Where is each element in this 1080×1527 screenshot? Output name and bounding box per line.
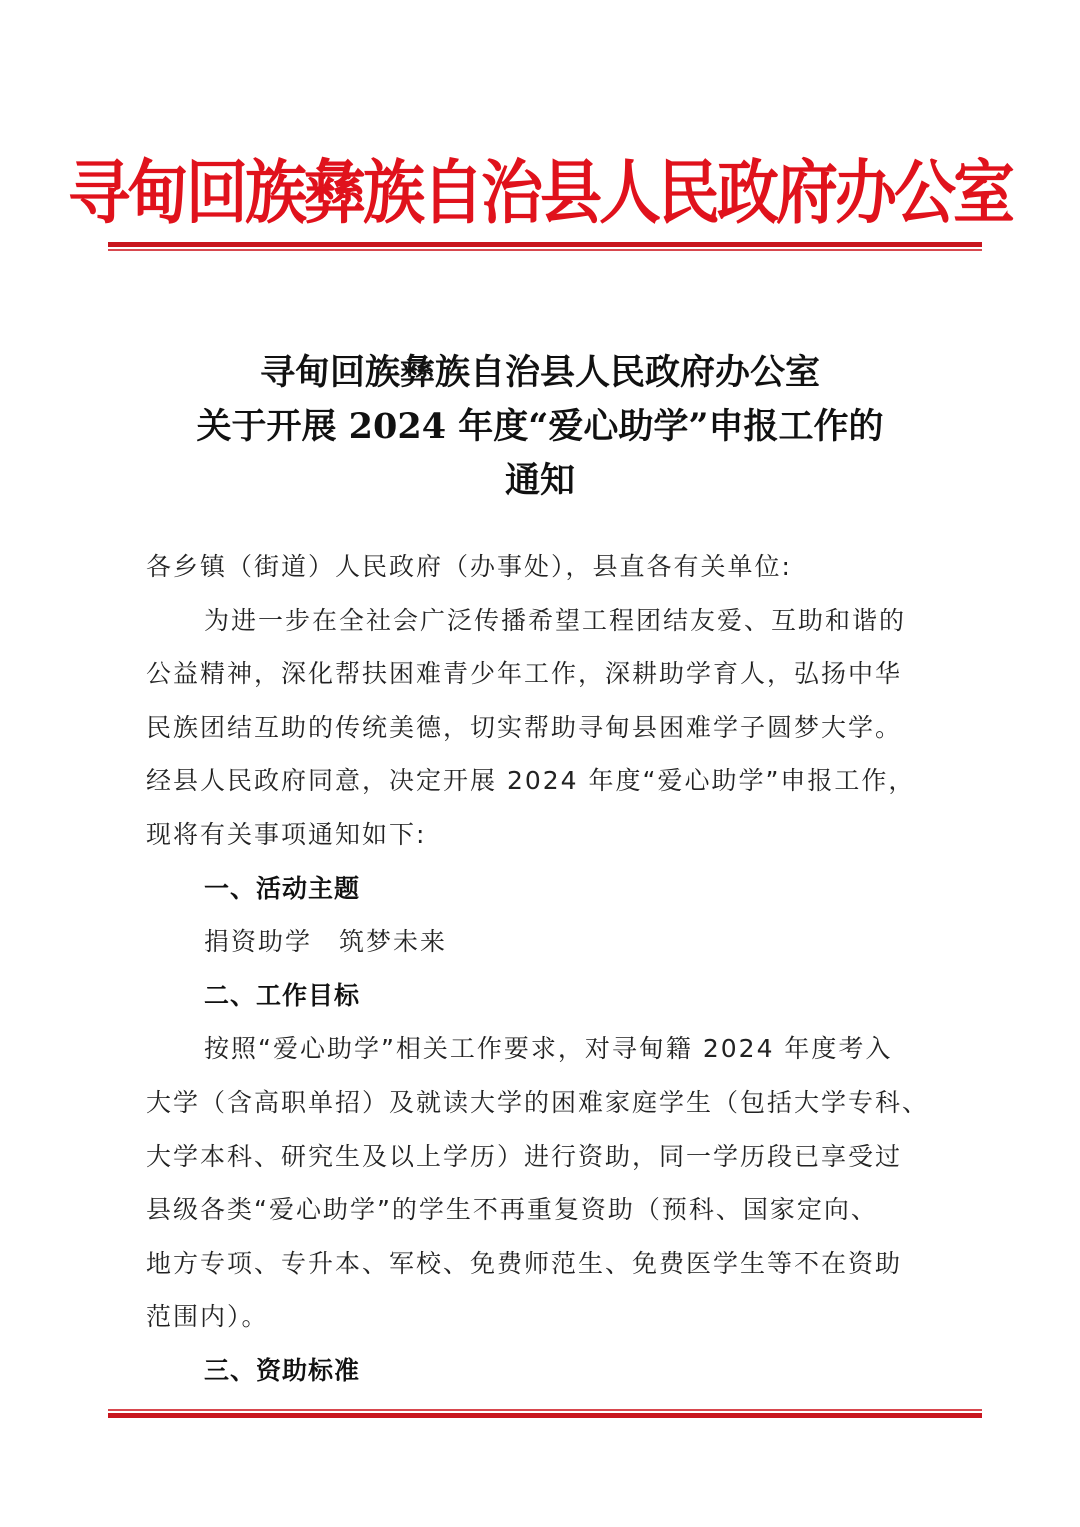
section-heading-activity-theme: 一、活动主题 (204, 873, 361, 903)
intro-paragraph-line: 民族团结互助的传统美德，切实帮助寻甸县困难学子圆梦大学。 (146, 712, 903, 742)
red-rule-thick (108, 1413, 982, 1418)
section-text-line: 捐资助学 筑梦未来 (204, 927, 448, 957)
footer-red-double-rule (108, 1409, 982, 1419)
masthead-red-double-rule (108, 242, 982, 252)
issuing-authority-masthead: 寻甸回族彝族自治县人民政府办公室 (67, 151, 1012, 234)
red-rule-thick (108, 242, 982, 247)
section-text-line: 大学（含高职单招）及就读大学的困难家庭学生（包括大学专科、 (146, 1087, 930, 1117)
document-body (146, 540, 946, 1398)
intro-paragraph-line: 经县人民政府同意，决定开展 2024 年度“爱心助学”申报工作， (146, 766, 916, 796)
intro-paragraph-line: 为进一步在全社会广泛传播希望工程团结友爱、互助和谐的 (204, 605, 907, 635)
section-text-line: 县级各类“爱心助学”的学生不再重复资助（预科、国家定向、 (146, 1195, 878, 1225)
section-text-line: 地方专项、专升本、军校、免费师范生、免费医学生等不在资助 (146, 1248, 903, 1278)
document-title (0, 346, 1080, 508)
section-heading-work-goal: 二、工作目标 (204, 980, 361, 1010)
salutation: 各乡镇（街道）人民政府（办事处），县直各有关单位: (146, 552, 792, 581)
section-text-line: 大学本科、研究生及以上学历）进行资助，同一学历段已享受过 (146, 1141, 903, 1171)
section-text-line: 按照“爱心助学”相关工作要求，对寻甸籍 2024 年度考入 (204, 1034, 893, 1064)
section-text-line: 范围内）。 (146, 1302, 269, 1332)
title-line-1: 寻甸回族彝族自治县人民政府办公室 (259, 352, 820, 393)
title-line-2: 关于开展 2024 年度“爱心助学”申报工作的 (196, 406, 884, 447)
title-line-3: 通知 (504, 460, 575, 501)
intro-paragraph-line: 公益精神，深化帮扶困难青少年工作，深耕助学育人，弘扬中华 (146, 659, 903, 689)
red-rule-thin (108, 1409, 982, 1411)
red-rule-thin (108, 249, 982, 251)
intro-paragraph-line: 现将有关事项通知如下: (146, 819, 427, 849)
section-heading-funding-standard: 三、资助标准 (204, 1355, 361, 1385)
